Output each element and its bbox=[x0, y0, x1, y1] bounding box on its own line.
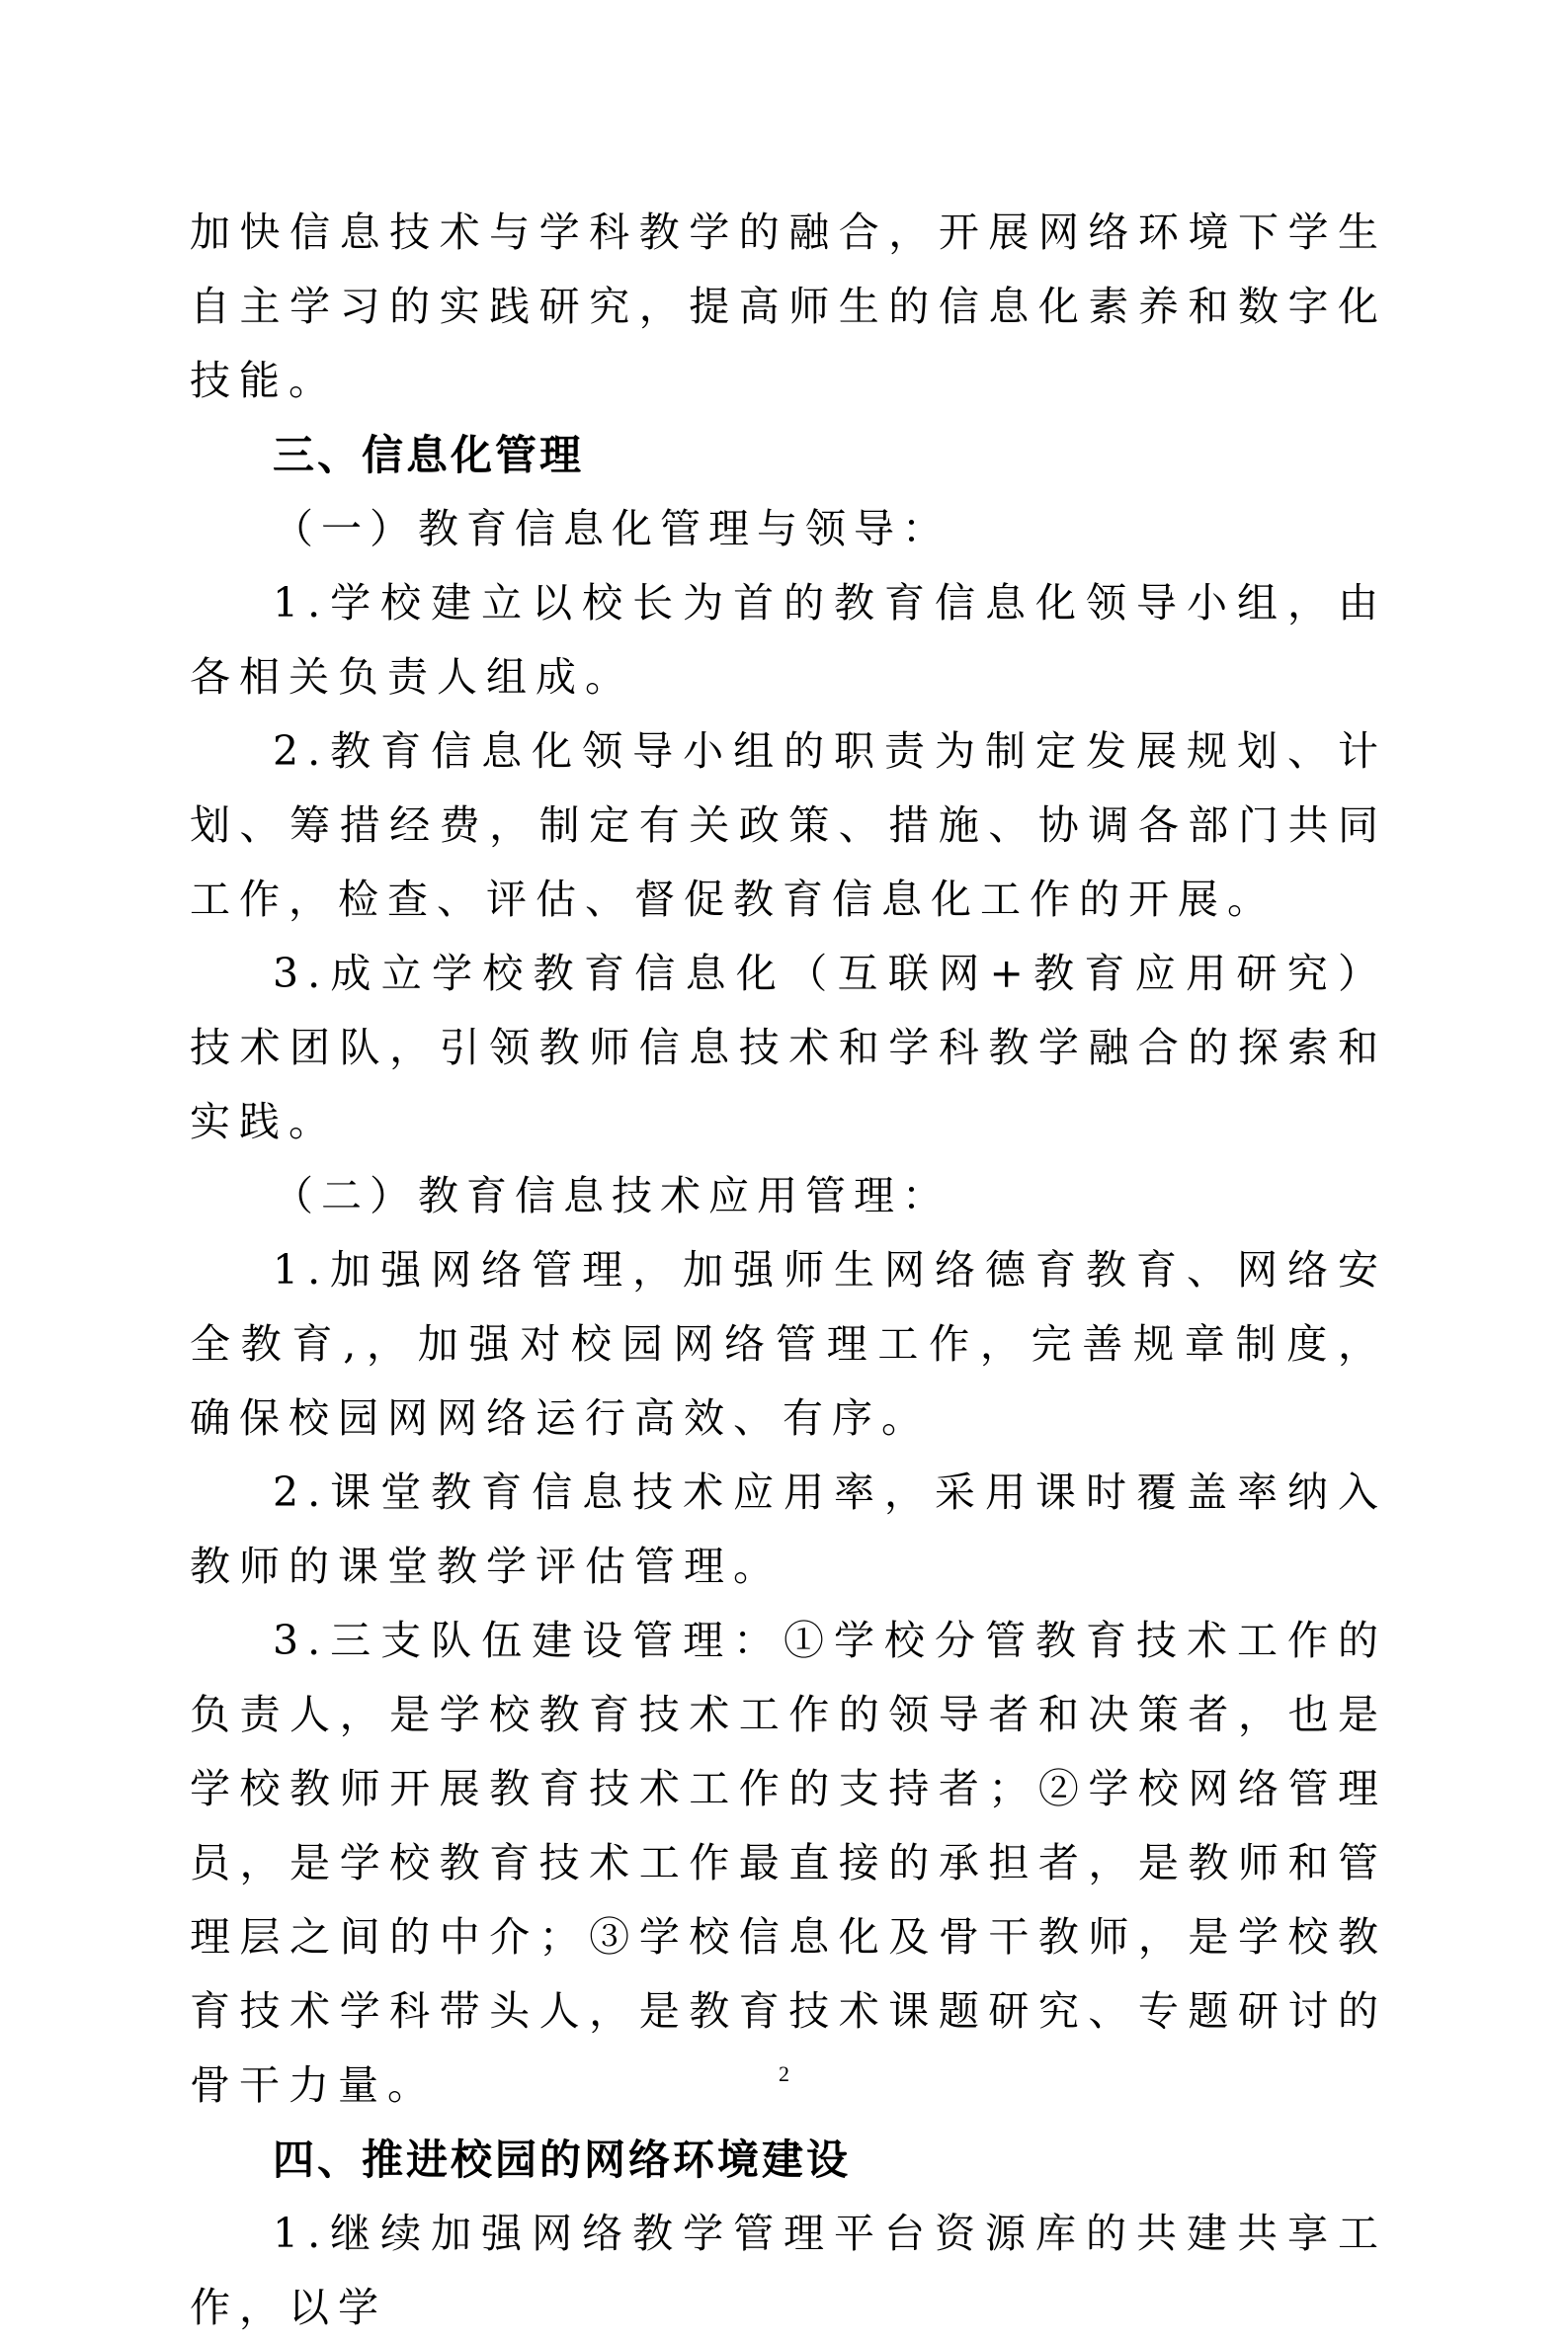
paragraph-item-3-1-1: 1.学校建立以校长为首的教育信息化领导小组，由各相关负责人组成。 bbox=[190, 579, 1387, 701]
paragraph-item-3-1-2: 2.教育信息化领导小组的职责为制定发展规划、计划、筹措经费，制定有关政策、措施、协调各部门共同工作，检查、评估、督促教育信息化工作的开展。 bbox=[190, 727, 1387, 923]
subsection-heading-3-2: （二）教育信息技术应用管理： bbox=[273, 1172, 950, 1219]
paragraph-continuation: 加快信息技术与学科教学的融合，开展网络环境下学生自主学习的实践研究，提高师生的信息化素养和数字化技能。 bbox=[190, 209, 1387, 404]
paragraph-item-3-2-3: 3.三支队伍建设管理：①学校分管教育技术工作的负责人，是学校教育技术工作的领导者和决策者，也是学校教师开展教育技术工作的支持者；②学校网络管理员，是学校教育技术工作最直接的承担者，是教师和管理层之间的中介；③学校信息化及骨干教师，是学校教育技术学科带头人，是教育技术课题研究、专题研讨的骨干力量。 bbox=[190, 1617, 1387, 2109]
page-number: 2 bbox=[779, 2061, 789, 2086]
subsection-heading-3-1: （一）教育信息化管理与领导： bbox=[273, 505, 950, 552]
paragraph-item-3-1-3: 3.成立学校教育信息化（互联网+教育应用研究）技术团队，引领教师信息技术和学科教学融合的探索和实践。 bbox=[190, 950, 1387, 1145]
document-body bbox=[190, 196, 1387, 2345]
section-heading-4: 四、推进校园的网络环境建设 bbox=[273, 2136, 852, 2184]
paragraph-item-4-1: 1.继续加强网络教学管理平台资源库的共建共享工作，以学 bbox=[190, 2210, 1387, 2331]
section-heading-3: 三、信息化管理 bbox=[273, 431, 585, 479]
paragraph-item-3-2-2: 2.课堂教育信息技术应用率，采用课时覆盖率纳入教师的课堂教学评估管理。 bbox=[190, 1468, 1387, 1590]
paragraph-item-3-2-1: 1.加强网络管理，加强师生网络德育教育、网络安全教育,，加强对校园网络管理工作，完善规章制度，确保校园网网络运行高效、有序。 bbox=[190, 1246, 1387, 1442]
